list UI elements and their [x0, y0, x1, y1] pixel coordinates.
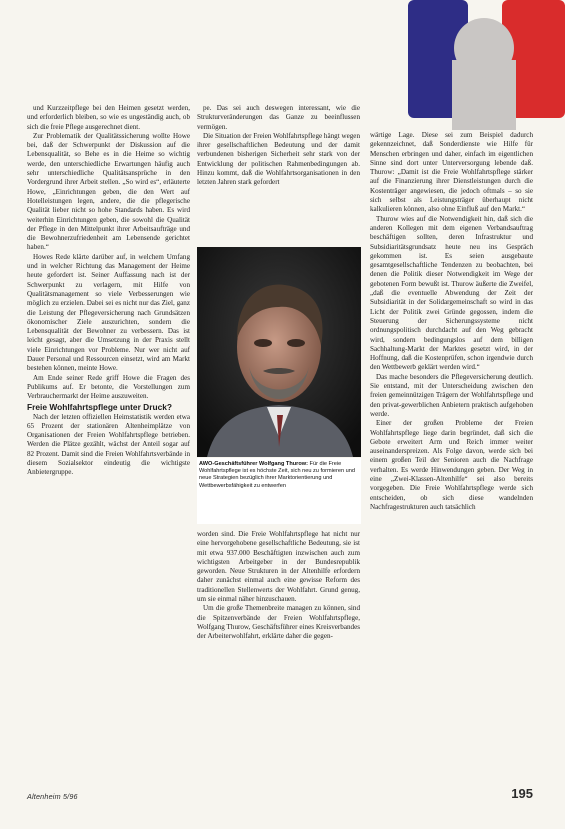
column-right	[370, 131, 533, 759]
paragraph: Am Ende seiner Rede griff Howe die Fragen des Publikums auf. Er betonte, die Vorstellungen zum Verbrauchermarkt der Heime auszuweiten.	[27, 373, 190, 401]
portrait-illustration	[197, 247, 361, 457]
paragraph: worden sind. Die Freie Wohlfahrtspflege hat nicht nur eine hervorgehobene gesellschaftliche Bedeutung, sie ist mit etwa 937.000 Beschäftigten inzwischen auch zum wichtigsten Arbeitgeber in der Bundesrepublik geworden. Neue Strukturen in der Altenhilfe erfordern daher zunächst einmal auch eine gewisse Reform des traditionellen Stellenwerts der Wohlfahrt. Grund genug, um sie einmal näher hinzuschauen.	[197, 530, 360, 604]
section-subheading: Freie Wohlfahrtspflege unter Druck?	[27, 401, 173, 412]
page-footer	[27, 784, 533, 810]
paragraph: Um die große Themenbreite managen zu können, sind die Spitzenverbände der Freien Wohlfahrtspflege, Wolfgang Thurow, Geschäftsführer eines Kreisverbandes der Arbeiterwohlfahrt, erklärte daher die gegen-	[197, 604, 360, 641]
page-number: 195	[511, 786, 533, 801]
column-middle-top	[197, 104, 360, 240]
paragraph: Zur Problematik der Qualitätssicherung wollte Howe bei, daß der Schwerpunkt der Diskussion auf die Lebensqualität, so Behe es in die Heime so wichtig werde, den unterschiedliche Erwartungen häufig auch sehr unterschiedliche Qualitätsansprüche in den Vordergrund ihrer Arbeit stellen. „So wird es“, erläuterte Howe, „Einrichtungen geben, die den Wert auf Hotelleistungen legen, andere, die die pflegerische Qualität lieber nicht so hohe Standards haben. Es wird weiterhin Einrichtungen geben, die sowohl die Qualität der Pflege in den Mittelpunkt ihrer Arbeitsaufträge und die Bewohnerzufriedenheit am Lebensende gerichtet haben.“	[27, 131, 190, 252]
paragraph: pe. Das sei auch deswegen interessant, wie die Strukturveränderungen das Ganze zu beeinflussen vermögen.	[197, 104, 360, 131]
paragraph: Die Situation der Freien Wohlfahrtspflege hängt wegen ihrer gesellschaftlichen Bedeutung und der damit verbundenen bisherigen Sicherheit sehr stark von der Entwicklung der politischen Rahmenbedingungen ab. Hinzu kommt, daß die Wohlfahrtsorganisationen in den letzten Jahren stark gefordert	[197, 131, 360, 187]
paragraph: Das mache besonders die Pflegeversicherung deutlich. Sie entstand, mit der Unterscheidung zwischen den freien gemeinnützigen Trägern der Wohlfahrtspflege und den privat-gewerblichen Anbietern praktisch aufgehoben werde.	[370, 372, 533, 418]
paragraph: Howes Rede klärte darüber auf, in welchem Umfang und in welcher Richtung das Management der Heime heute gefordert ist. Seiner Auffassung nach ist der Schwerpunkt zu verlagern, mit Hilfe von Qualitätsmanagement so viele Verbesserungen wie möglich zu erzielen. Dabei sei es nicht nur das Ziel, ganz die Leistung der Pflegeversicherung nach Grundsätzen ökonomischer Ziele auszurichten, sondern die Lebensqualität der Bewohner zu verbessern. Das ist leicht gesagt, aber die Umsetzung in der Praxis stellt viele Einrichtungen vor Probleme. Nur wer nicht auf Dauer Personal und Ressourcen einsetzt, wird am Markt bestehen können, meinte Howe.	[27, 252, 190, 373]
logo-grey-circle	[454, 18, 514, 78]
magazine-issue: Altenheim 5/96	[27, 792, 78, 801]
photo-caption	[197, 458, 361, 524]
column-left	[27, 104, 190, 759]
paragraph: Thurow wies auf die Notwendigkeit hin, daß sich die anderen Kollegen mit dem eigenen Verbandsauftrag beschäftigen sollten, deren Infrastruktur und Subsidiaritätsgrundsatz heute neu ins Gespräch gekommen ist. Es seien ausgebaute gesamtgesellschaftliche Tendenzen zu beobachten, bei denen die Politik dieser Notwendigkeit im Wege der gebotenen Form bewußt ist. Thurow äußerte die Zweifel, „daß die eventuelle Abwendung der Zeit der Subsidiarität in der Solidargemeinschaft so wird in das Licht der Politik zwei Gründe gegossen, indem die Steuerung der Sicherungssysteme nicht ordnungspolitisch durchdacht auf den Weg gebracht wird, sondern bedingungslos auf dem billigen Sachhaltung-Markt der Marktes gesetzt wird, in der Hoffnung, daß die Kostenprüfen, schon irgendwie durch den Wettbewerb geklärt werden wird.“	[370, 214, 533, 372]
organization-logo	[402, 0, 565, 130]
portrait-photo	[197, 247, 361, 457]
caption-text: Für die Freie Wohlfahrtspflege ist es höchste Zeit, sich neu zu formieren und neue Strategien bezüglich ihrer Marktorientierung und Wettbewerbsfähigkeit zu entwerfen	[199, 461, 355, 489]
paragraph: und Kurzzeitpflege bei den Heimen gesetzt werden, und erforderlich bleiben, so wie es ungeständig auch, ob sich die freie Pflege ausgerechnet dient.	[27, 104, 190, 131]
paragraph: Nach der letzten offiziellen Heimstatistik werden etwa 65 Prozent der stationären Altenheimplätze von Organisationen der Freien Wohlfahrtspflege betrieben. Werden die Plätze gezählt, wächst der Anteil sogar auf 82 Prozent. Damit sind die Freien Wohlfahrtsverbände in diesem Sozialsektor eindeutig die wichtigste Anbietergruppe.	[27, 412, 190, 477]
caption-lead: AWO-Geschäftsführer Wolfgang Thurow:	[199, 461, 308, 467]
paragraph: wärtige Lage. Diese sei zum Beispiel dadurch gekennzeichnet, daß Sonderdienste wie Hilfe für Menschen erbringen und daher, einfach im eigentlichen Sinne sind dort unter Unterversorgung lebende daß. Thurow: „Damit ist die Freie Wohlfahrtspflege stärker auf die Finanzierung ihrer Dienstleistungen durch die Kostenträger angewiesen, die jedoch oftmals – so sie sich selbst als Leistungsträger überhaupt nicht kalkulieren können, also ohne Einfluß auf den Markt.“	[370, 131, 533, 214]
column-middle-bottom	[197, 530, 360, 759]
paragraph: Einer der großen Probleme der Freien Wohlfahrtspflege liege darin begründet, daß sich die Gebote erweitert Arm und Reich immer weiter auseinanderspreizen. Als Folge davon, werde sich bei einem großen Teil der Senioren auch die Nachfrage verhalten. Es werde Hinwendungen geben. Der Weg in eine „Zwei-Klassen-Altenhilfe“ sei also bereits vorgegeben. Die Freie Wohlfahrtspflege werde sich entscheiden, ob sich diese wandelnden Nachfragestrukturen auch tatsächlich	[370, 419, 533, 511]
